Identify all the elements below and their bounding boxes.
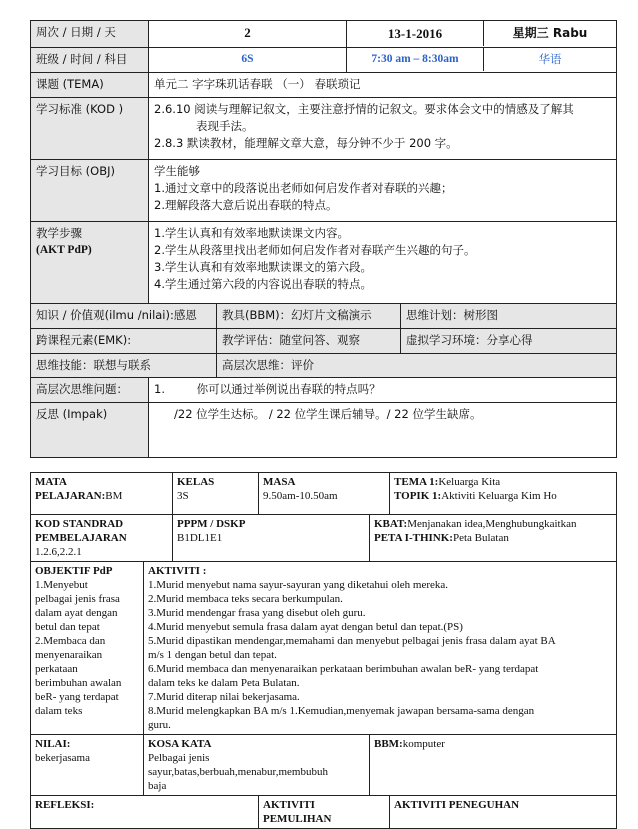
virtual-learning-cell: 虚拟学习环境：分享心得: [401, 329, 617, 354]
theme-label: TEMA 1:: [394, 476, 439, 488]
reflection-cell: [31, 796, 259, 829]
hots-question-value: [149, 378, 617, 403]
reflection-label: REFLEKSI:: [35, 799, 95, 811]
values-value: bekerjasama: [35, 752, 90, 764]
thinking-skills-cell: 思维技能：联想与联系: [31, 354, 217, 378]
reflection-text: /22 位学生达标。 / 22 位学生课后辅导。/ 22 位学生缺席。: [174, 407, 482, 421]
values-cell: 知识 / 价值观(ilmu /nilai):感恩: [31, 304, 217, 329]
activity-line: 5.Murid dipastikan mendengar,memahami dan menyebut pelbagai jenis frasa dalam ayat BA: [148, 635, 556, 647]
learning-standard-line: 表现手法。: [196, 119, 254, 133]
assessment-cell: 教学评估：随堂问答、观察: [217, 329, 401, 354]
pppm-cell: [173, 515, 370, 562]
activity-line: 6.Murid membaca dan menyenaraikan perkataan berimbuhan awalan beR- yang terdapat: [148, 663, 539, 675]
objective-cell: [31, 562, 144, 735]
date-day-split: [347, 21, 616, 46]
thinking-plan-cell: 思维计划：树形图: [401, 304, 617, 329]
objective-line: 2.Membaca dan: [35, 635, 106, 647]
objective-line: menyenaraikan: [35, 649, 103, 661]
objective-line: 2.理解段落大意后说出春联的特点。: [154, 198, 338, 212]
activity-line: 1.Murid menyebut nama sayur-sayuran yang diketahui oleh mereka.: [148, 579, 449, 591]
activity-line: 2.Murid membaca teks secara berkumpulan.: [148, 593, 343, 605]
vocabulary-line: Pelbagai jenis sayur,batas,berbuah,menabur,membubuh: [148, 752, 328, 778]
time-label: MASA: [263, 476, 296, 488]
objective-line: beR- yang terdapat: [35, 691, 119, 703]
activity-label: AKTIVITI :: [148, 565, 207, 577]
objective-line: dalam teks: [35, 705, 83, 717]
learning-standard-value: [149, 98, 617, 160]
hots-question-text: 你可以通过举例说出春联的特点吗？: [196, 382, 381, 396]
pppm-label: PPPM / DSKP: [177, 518, 246, 530]
topic-value: Aktiviti Keluarga Kim Ho: [441, 490, 557, 502]
activity-line: 8.Murid melengkapkan BA m/s 1.Kemudian,menyemak jawapan bersama-sama dengan: [148, 705, 535, 717]
hots-question-label: 高层次思维问题：: [31, 378, 149, 403]
vocabulary-line: baja: [148, 780, 167, 792]
objective-line: dalam ayat dengan: [35, 607, 118, 619]
standard-code-label: KOD STANDRAD: [35, 518, 124, 530]
hots-question-number: 1.: [154, 382, 165, 396]
learning-objective-label: 学习目标 (OBJ): [31, 160, 149, 222]
ithink-value: Peta Bulatan: [452, 532, 509, 544]
step-line: 1.学生认真和有效率地默读课文内容。: [154, 226, 349, 240]
class-value: 3S: [177, 490, 189, 502]
subject-value: 华语: [538, 52, 562, 66]
learning-objective-value: [149, 160, 617, 222]
objective-line: berimbuhan awalan: [35, 677, 122, 689]
activity-cell: [144, 562, 617, 735]
week-date-day-label: 周次 / 日期 / 天: [31, 21, 149, 48]
teaching-aids-value: komputer: [402, 738, 445, 750]
objective-label: OBJEKTIF PdP: [35, 565, 113, 577]
objective-line: perkataan: [35, 663, 78, 675]
date-value: 13-1-2016: [347, 21, 484, 46]
kbat-label: KBAT:: [374, 518, 408, 530]
step-line: 4.学生通过第六段的内容说出春联的特点。: [154, 277, 372, 291]
activity-line: m/s 1 dengan betul dan tepat.: [148, 649, 277, 661]
subject-label-2: PELAJARAN:: [35, 490, 106, 502]
subject-cell: [31, 473, 173, 515]
activity-line: 7.Murid diterap nilai bekerjasama.: [148, 691, 300, 703]
vocabulary-label: KOSA KATA: [148, 738, 212, 750]
step-line: 3.学生认真和有效率地默读课文的第六段。: [154, 260, 372, 274]
subject-label: MATA: [35, 476, 67, 488]
teaching-steps-value: [149, 222, 617, 304]
pppm-value: B1DL1E1: [177, 532, 223, 544]
enrichment-label: AKTIVITI PENEGUHAN: [394, 799, 520, 811]
teaching-steps-label: [31, 222, 149, 304]
time-value: 7:30 am – 8:30am: [347, 48, 484, 71]
lesson-plan-table-chinese: [30, 20, 617, 458]
enrichment-cell: [390, 796, 617, 829]
lesson-plan-table-malay: [30, 472, 617, 829]
standard-code-cell: [31, 515, 173, 562]
time-cell: [259, 473, 390, 515]
learning-standard-line: 2.6.10 阅读与理解记叙文，主要注意抒情的记叙文。要求体会文中的情感及了解其: [154, 102, 574, 116]
theme-topic-cell: [390, 473, 617, 515]
objective-line: pelbagai jenis frasa: [35, 593, 120, 605]
ithink-label: PETA I-THINK:: [374, 532, 453, 544]
class-cell: [173, 473, 259, 515]
reflection-value: [149, 403, 617, 458]
time-value: 9.50am-10.50am: [263, 490, 338, 502]
theme-label: 课题 (TEMA): [31, 73, 149, 98]
teaching-aids-cell: 教具(BBM)：幻灯片文稿演示: [217, 304, 401, 329]
remedial-cell: [259, 796, 390, 829]
time-subject-split: [347, 48, 616, 71]
learning-standard-line: 2.8.3 默读教材，能理解文章大意，每分钟不少于 200 字。: [154, 136, 458, 150]
activity-line: 4.Murid menyebut semula frasa dalam ayat dengan betul dan tepat.(PS): [148, 621, 463, 633]
reflection-label-text: 反思 (Impak): [36, 407, 108, 421]
kbat-value: Menjanakan idea,Menghubungkaitkan: [407, 518, 577, 530]
class-label: KELAS: [177, 476, 215, 488]
theme-value: Keluarga Kita: [438, 476, 501, 488]
standard-code-value: 1.2.6,2.2.1: [35, 546, 82, 558]
objective-line: 1.通过文章中的段落说出老师如何启发作者对春联的兴趣；: [154, 181, 453, 195]
class-time-subject-label: 班级 / 时间 / 科目: [31, 48, 149, 73]
activity-line: guru.: [148, 719, 171, 731]
vocabulary-cell: [144, 735, 370, 796]
activity-line: dalam teks ke dalam Peta Bulatan.: [148, 677, 300, 689]
objective-line: 学生能够: [154, 164, 200, 178]
standard-code-label-2: PEMBELAJARAN: [35, 532, 127, 544]
learning-standard-label: 学习标准 (KOD ): [31, 98, 149, 160]
activity-line: 3.Murid mendengar frasa yang disebut oleh guru.: [148, 607, 366, 619]
objective-line: 1.Menyebut: [35, 579, 88, 591]
values-label: NILAI:: [35, 738, 71, 750]
day-value: 星期三 Rabu: [512, 26, 588, 40]
remedial-label: AKTIVITI PEMULIHAN: [263, 799, 332, 825]
topic-label: TOPIK 1:: [394, 490, 442, 502]
teaching-aids-label: BBM:: [374, 738, 403, 750]
class-value: 6S: [149, 48, 347, 73]
kbat-cell: [370, 515, 617, 562]
values-cell: [31, 735, 144, 796]
reflection-label: [31, 403, 149, 458]
objective-line: betul dan tepat: [35, 621, 100, 633]
step-line: 2.学生从段落里找出老师如何启发作者对春联产生兴趣的句子。: [154, 243, 476, 257]
week-value: 2: [149, 21, 347, 48]
teaching-aids-cell: [370, 735, 617, 796]
cross-curricular-cell: 跨课程元素(EMK):: [31, 329, 217, 354]
higher-order-thinking-cell: 高层次思维：评价: [217, 354, 617, 378]
theme-value: 单元二 字字珠玑话春联 （一） 春联琐记: [149, 73, 617, 98]
teaching-steps-label-zh: 教学步骤: [36, 226, 82, 240]
teaching-steps-label-ms: (AKT PdP): [36, 244, 92, 256]
subject-value: BM: [105, 490, 123, 502]
